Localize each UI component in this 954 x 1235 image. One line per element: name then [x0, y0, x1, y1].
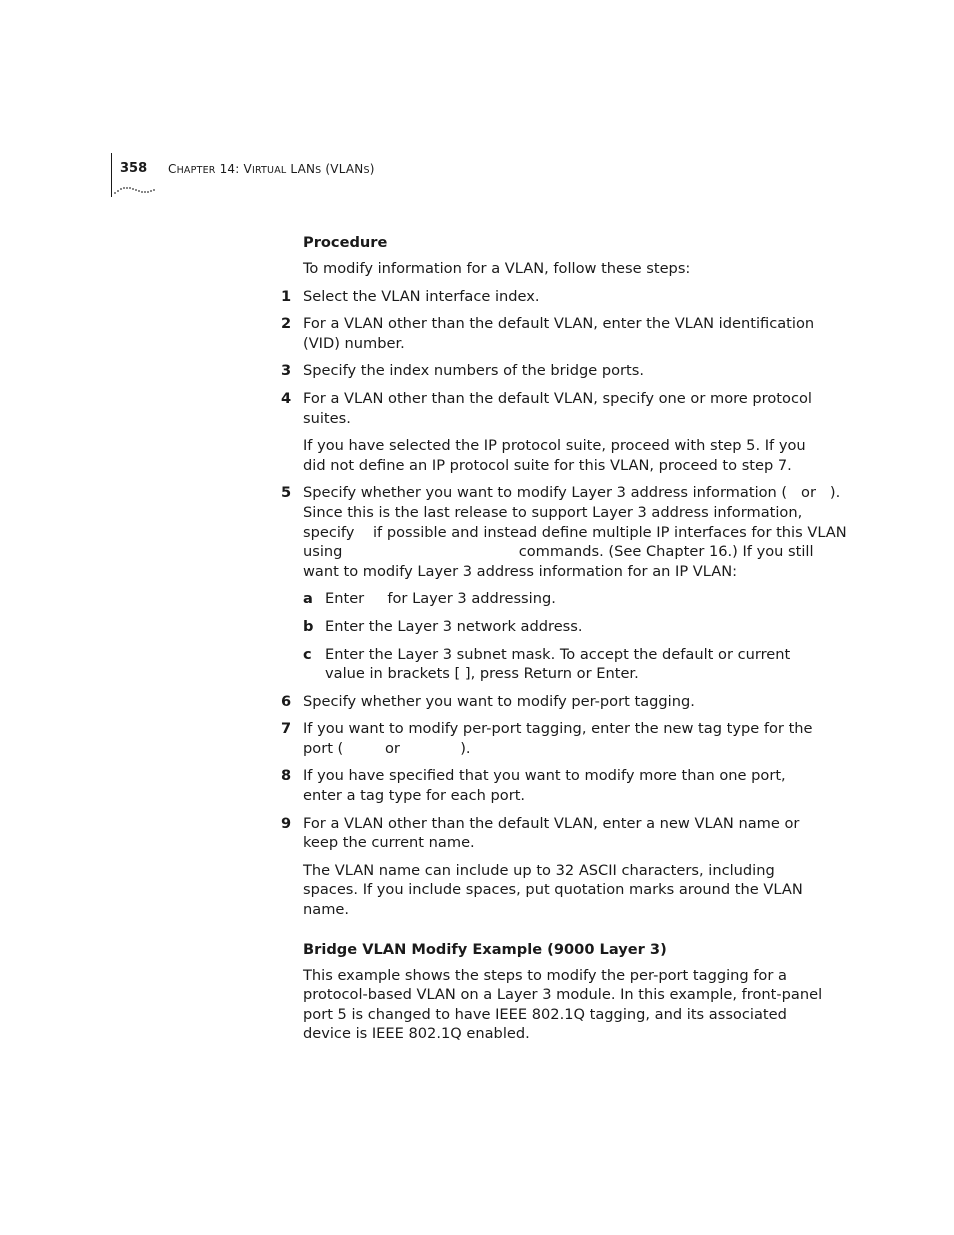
step-7: 7 If you want to modify per-port tagging, enter the new tag type for the port ( or ). — [281, 720, 813, 757]
step-9: 9 For a VLAN other than the default VLAN, enter a new VLAN name or keep the current name. — [281, 814, 800, 852]
page-content — [281, 233, 847, 1044]
step-4: 4 For a VLAN other than the default VLAN, specify one or more protocol suites. — [281, 389, 812, 427]
step-2: 2 For a VLAN other than the default VLAN, enter the VLAN identification (VID) number. — [281, 315, 815, 352]
example-text: This example shows the steps to modify the per-port tagging for a protocol-based VLAN on a Layer 3 module. In this example, front-panel port 5 is changed to have IEEE 802.1Q tagging, and its associated device is IEEE 802.1Q enabled. — [303, 966, 823, 1043]
substep-c: c Enter the Layer 3 subnet mask. To accept the default or current value in brackets [ ], press Return or Enter. — [303, 645, 791, 683]
procedure-heading: Procedure — [303, 234, 388, 251]
step-9-note: The VLAN name can include up to 32 ASCII characters, including spaces. If you include spaces, put quotation marks around the VLAN name. — [303, 861, 803, 919]
substep-b: b Enter the Layer 3 network address. — [303, 617, 583, 635]
substep-a: a Enter for Layer 3 addressing. — [303, 590, 556, 608]
step-1: 1 Select the VLAN interface index. — [281, 287, 540, 305]
page-number: 358 — [120, 161, 148, 176]
header-rule — [111, 153, 112, 197]
procedure-intro: To modify information for a VLAN, follow these steps: — [303, 260, 691, 277]
example-heading: Bridge VLAN Modify Example (9000 Layer 3) — [303, 940, 667, 958]
step-5: 5 Specify whether you want to modify Layer 3 address information ( or ). Since this is the last release to support Layer 3 address information, specify if possible and instead define multiple IP interfaces for this VLAN using commands. (See Chapter 16.) If you still want to modify Layer 3 address information for an IP VLAN: — [281, 484, 847, 580]
step-8: 8 If you have specified that you want to modify more than one port, enter a tag type for each port. — [281, 767, 786, 805]
step-6: 6 Specify whether you want to modify per-port tagging. — [281, 692, 695, 710]
chapter-title: CHAPTER 14: VIRTUAL LANS (VLANS) — [168, 162, 375, 176]
step-4-note: If you have selected the IP protocol suite, proceed with step 5. If you did not define an IP protocol suite for this VLAN, proceed to step 7. — [303, 437, 806, 474]
step-3: 3 Specify the index numbers of the bridge ports. — [281, 362, 645, 380]
dotted-ornament — [113, 184, 157, 196]
page-header — [111, 153, 411, 197]
